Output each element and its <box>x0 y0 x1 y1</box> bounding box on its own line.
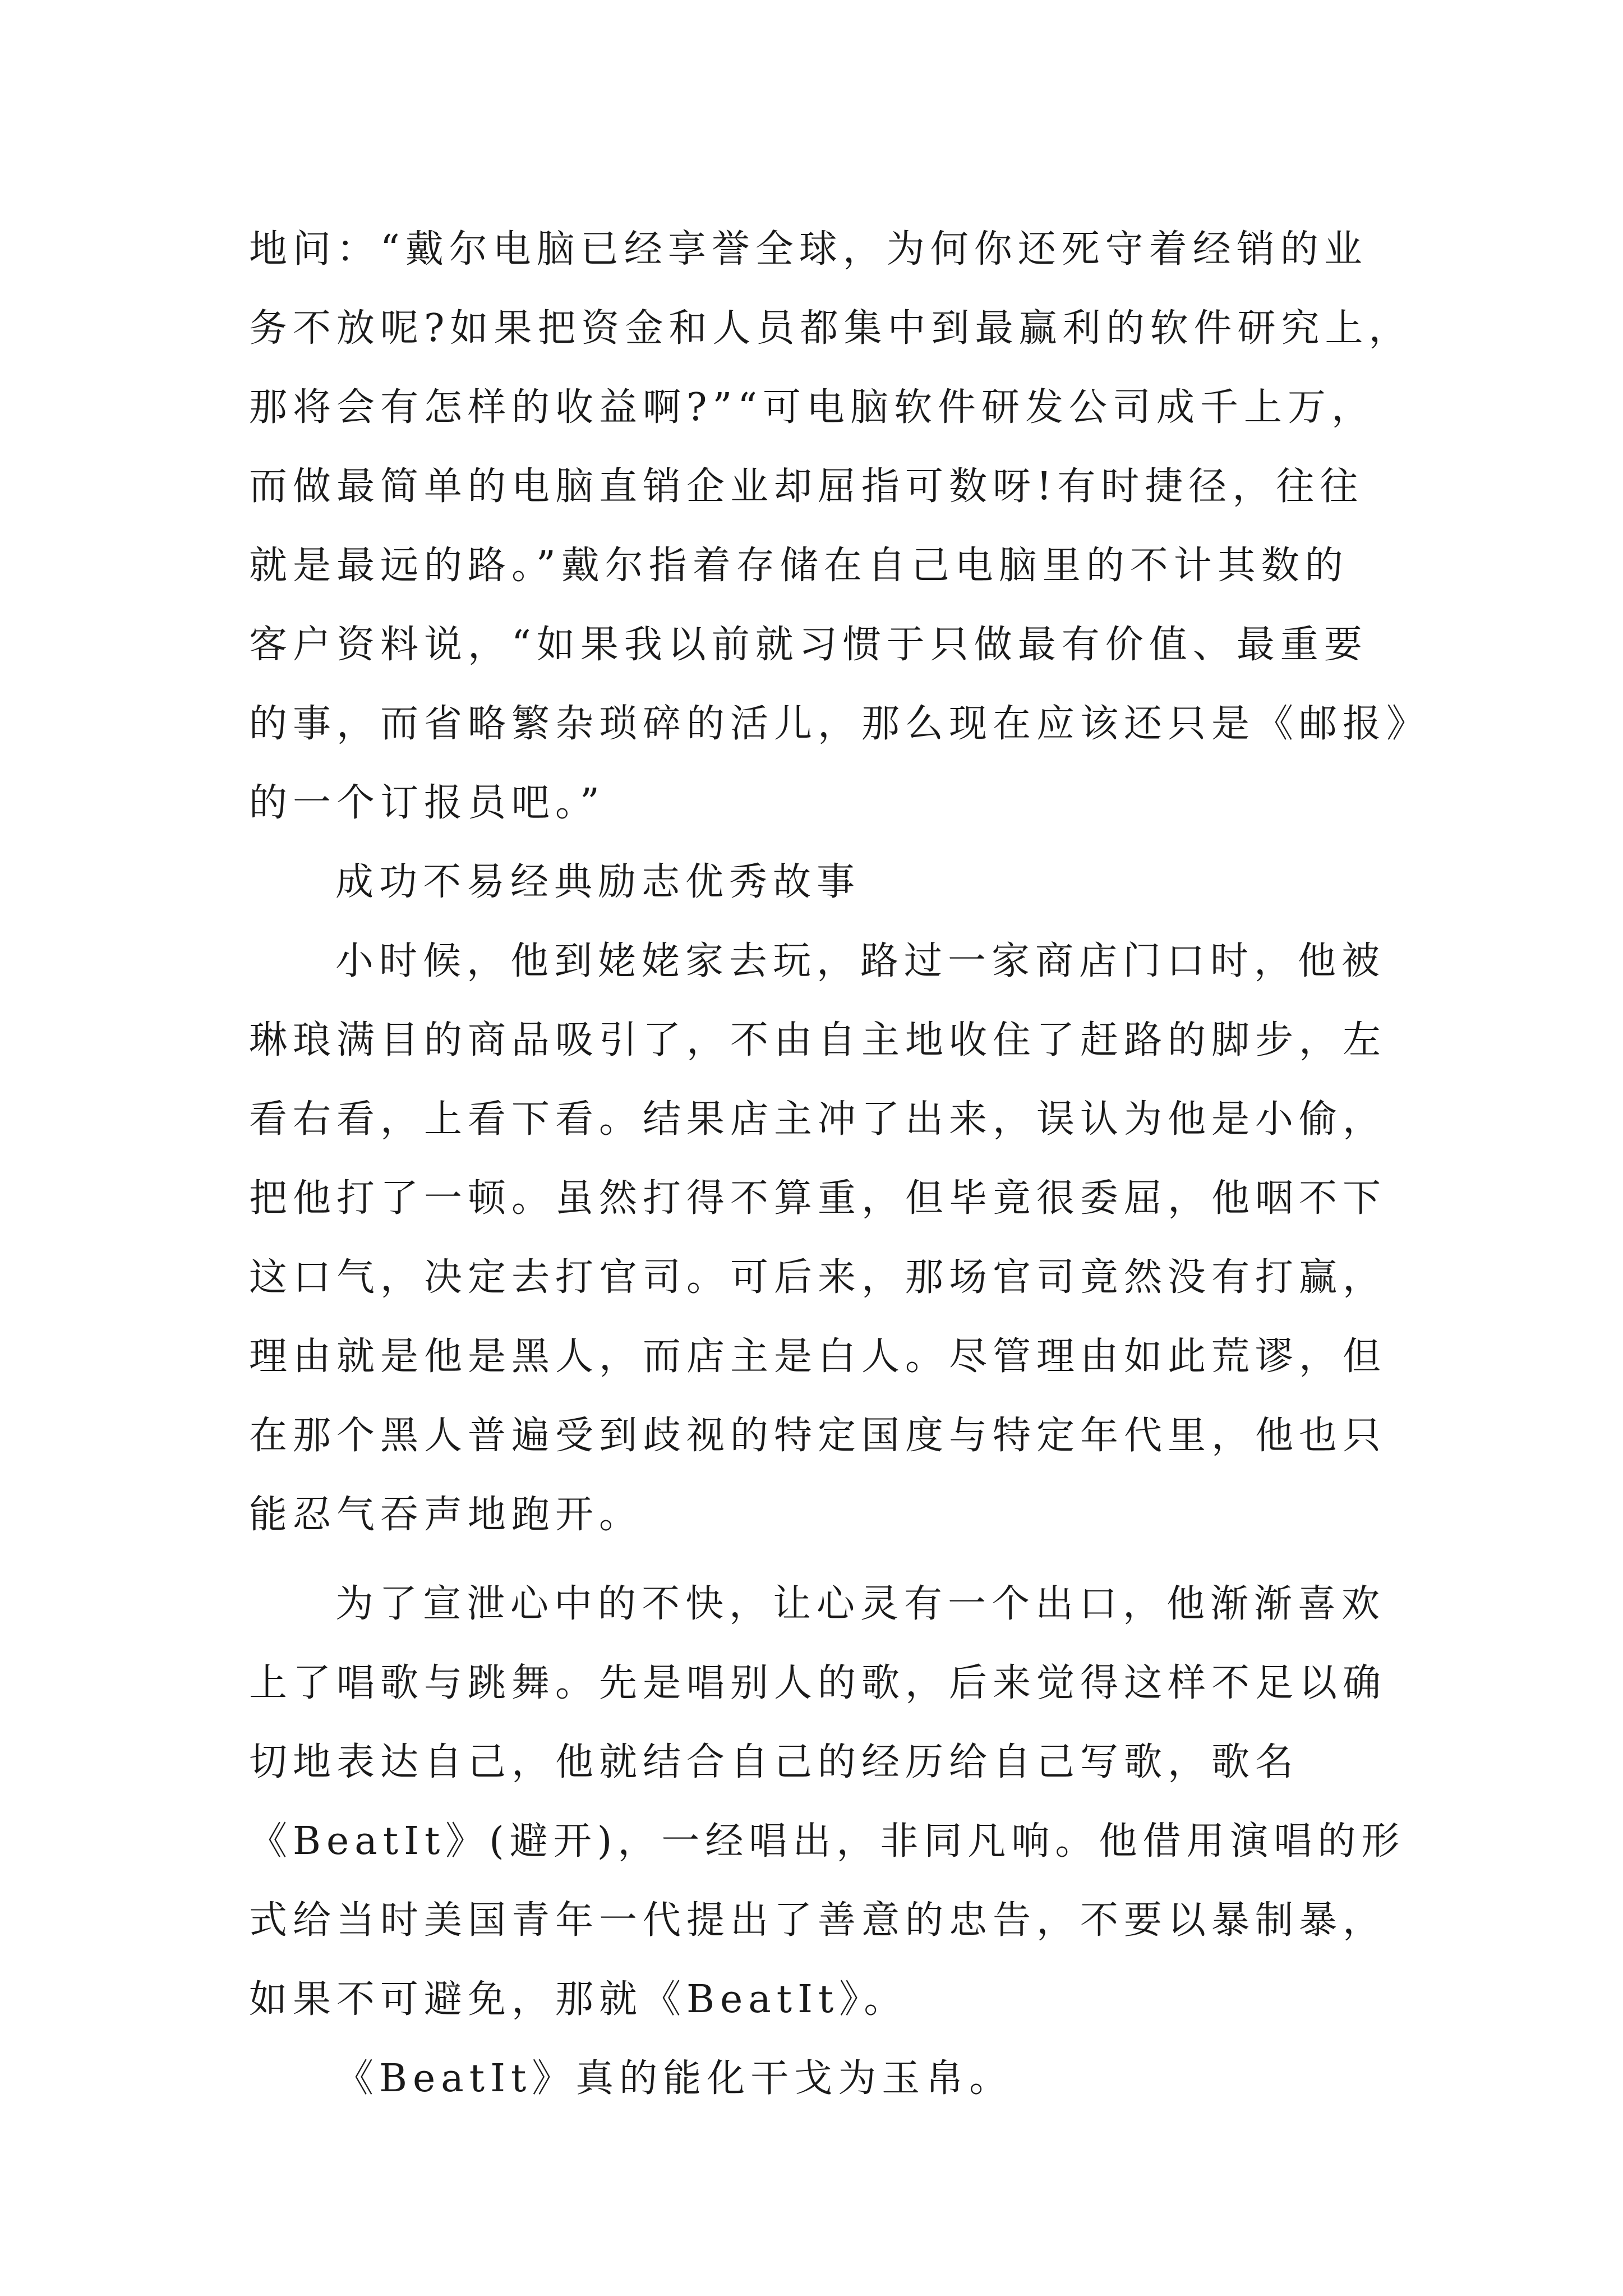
text-line: 《BeatIt》(避开)，一经唱出，非同凡响。他借用演唱的形 <box>249 1819 1405 1864</box>
text-line: 切地表达自己，他就结合自己的经历给自己写歌，歌名 <box>249 1740 1299 1784</box>
text-line: 客户资料说，“如果我以前就习惯于只做最有价值、最重要 <box>249 623 1368 667</box>
text-line: 小时候，他到姥姥家去玩，路过一家商店门口时，他被 <box>335 939 1386 983</box>
text-line: 理由就是他是黑人，而店主是白人。尽管理由如此荒谬，但 <box>249 1335 1387 1379</box>
text-line: 的事，而省略繁杂琐碎的活儿，那么现在应该还只是《邮报》 <box>249 702 1431 746</box>
text-line: 就是最远的路。”戴尔指着存储在自己电脑里的不计其数的 <box>249 544 1349 588</box>
text-line: 这口气，决定去打官司。可后来，那场官司竟然没有打赢， <box>249 1255 1387 1300</box>
text-line: 琳琅满目的商品吸引了，不由自主地收住了赶路的脚步，左 <box>249 1018 1387 1062</box>
text-line: 《BeatIt》真的能化干戈为玉帛。 <box>335 2056 1013 2101</box>
text-line: 为了宣泄心中的不快，让心灵有一个出口，他渐渐喜欢 <box>335 1582 1386 1626</box>
text-line: 而做最简单的电脑直销企业却屈指可数呀!有时捷径，往往 <box>249 464 1364 509</box>
text-line: 把他打了一顿。虽然打得不算重，但毕竟很委屈，他咽不下 <box>249 1176 1387 1221</box>
text-line: 务不放呢?如果把资金和人员都集中到最赢利的软件研究上， <box>249 306 1413 351</box>
text-line: 式给当时美国青年一代提出了善意的忠告，不要以暴制暴， <box>249 1898 1387 1943</box>
text-line: 在那个黑人普遍受到歧视的特定国度与特定年代里，他也只 <box>249 1414 1387 1458</box>
document-body <box>249 210 1431 2118</box>
text-line: 的一个订报员吧。” <box>249 781 605 825</box>
paragraph-gap <box>249 1554 1414 1565</box>
section-heading: 成功不易经典励志优秀故事 <box>335 860 861 904</box>
text-line: 上了唱歌与跳舞。先是唱别人的歌，后来觉得这样不足以确 <box>249 1661 1387 1705</box>
text-line: 那将会有怎样的收益啊?”“可电脑软件研发公司成千上万， <box>249 385 1375 430</box>
text-line: 地问：“戴尔电脑已经享誉全球，为何你还死守着经销的业 <box>249 227 1368 272</box>
text-line: 看右看，上看下看。结果店主冲了出来，误认为他是小偷， <box>249 1097 1387 1142</box>
text-line: 如果不可避免，那就《BeatIt》。 <box>249 1977 908 2022</box>
text-line: 能忍气吞声地跑开。 <box>249 1493 643 1537</box>
